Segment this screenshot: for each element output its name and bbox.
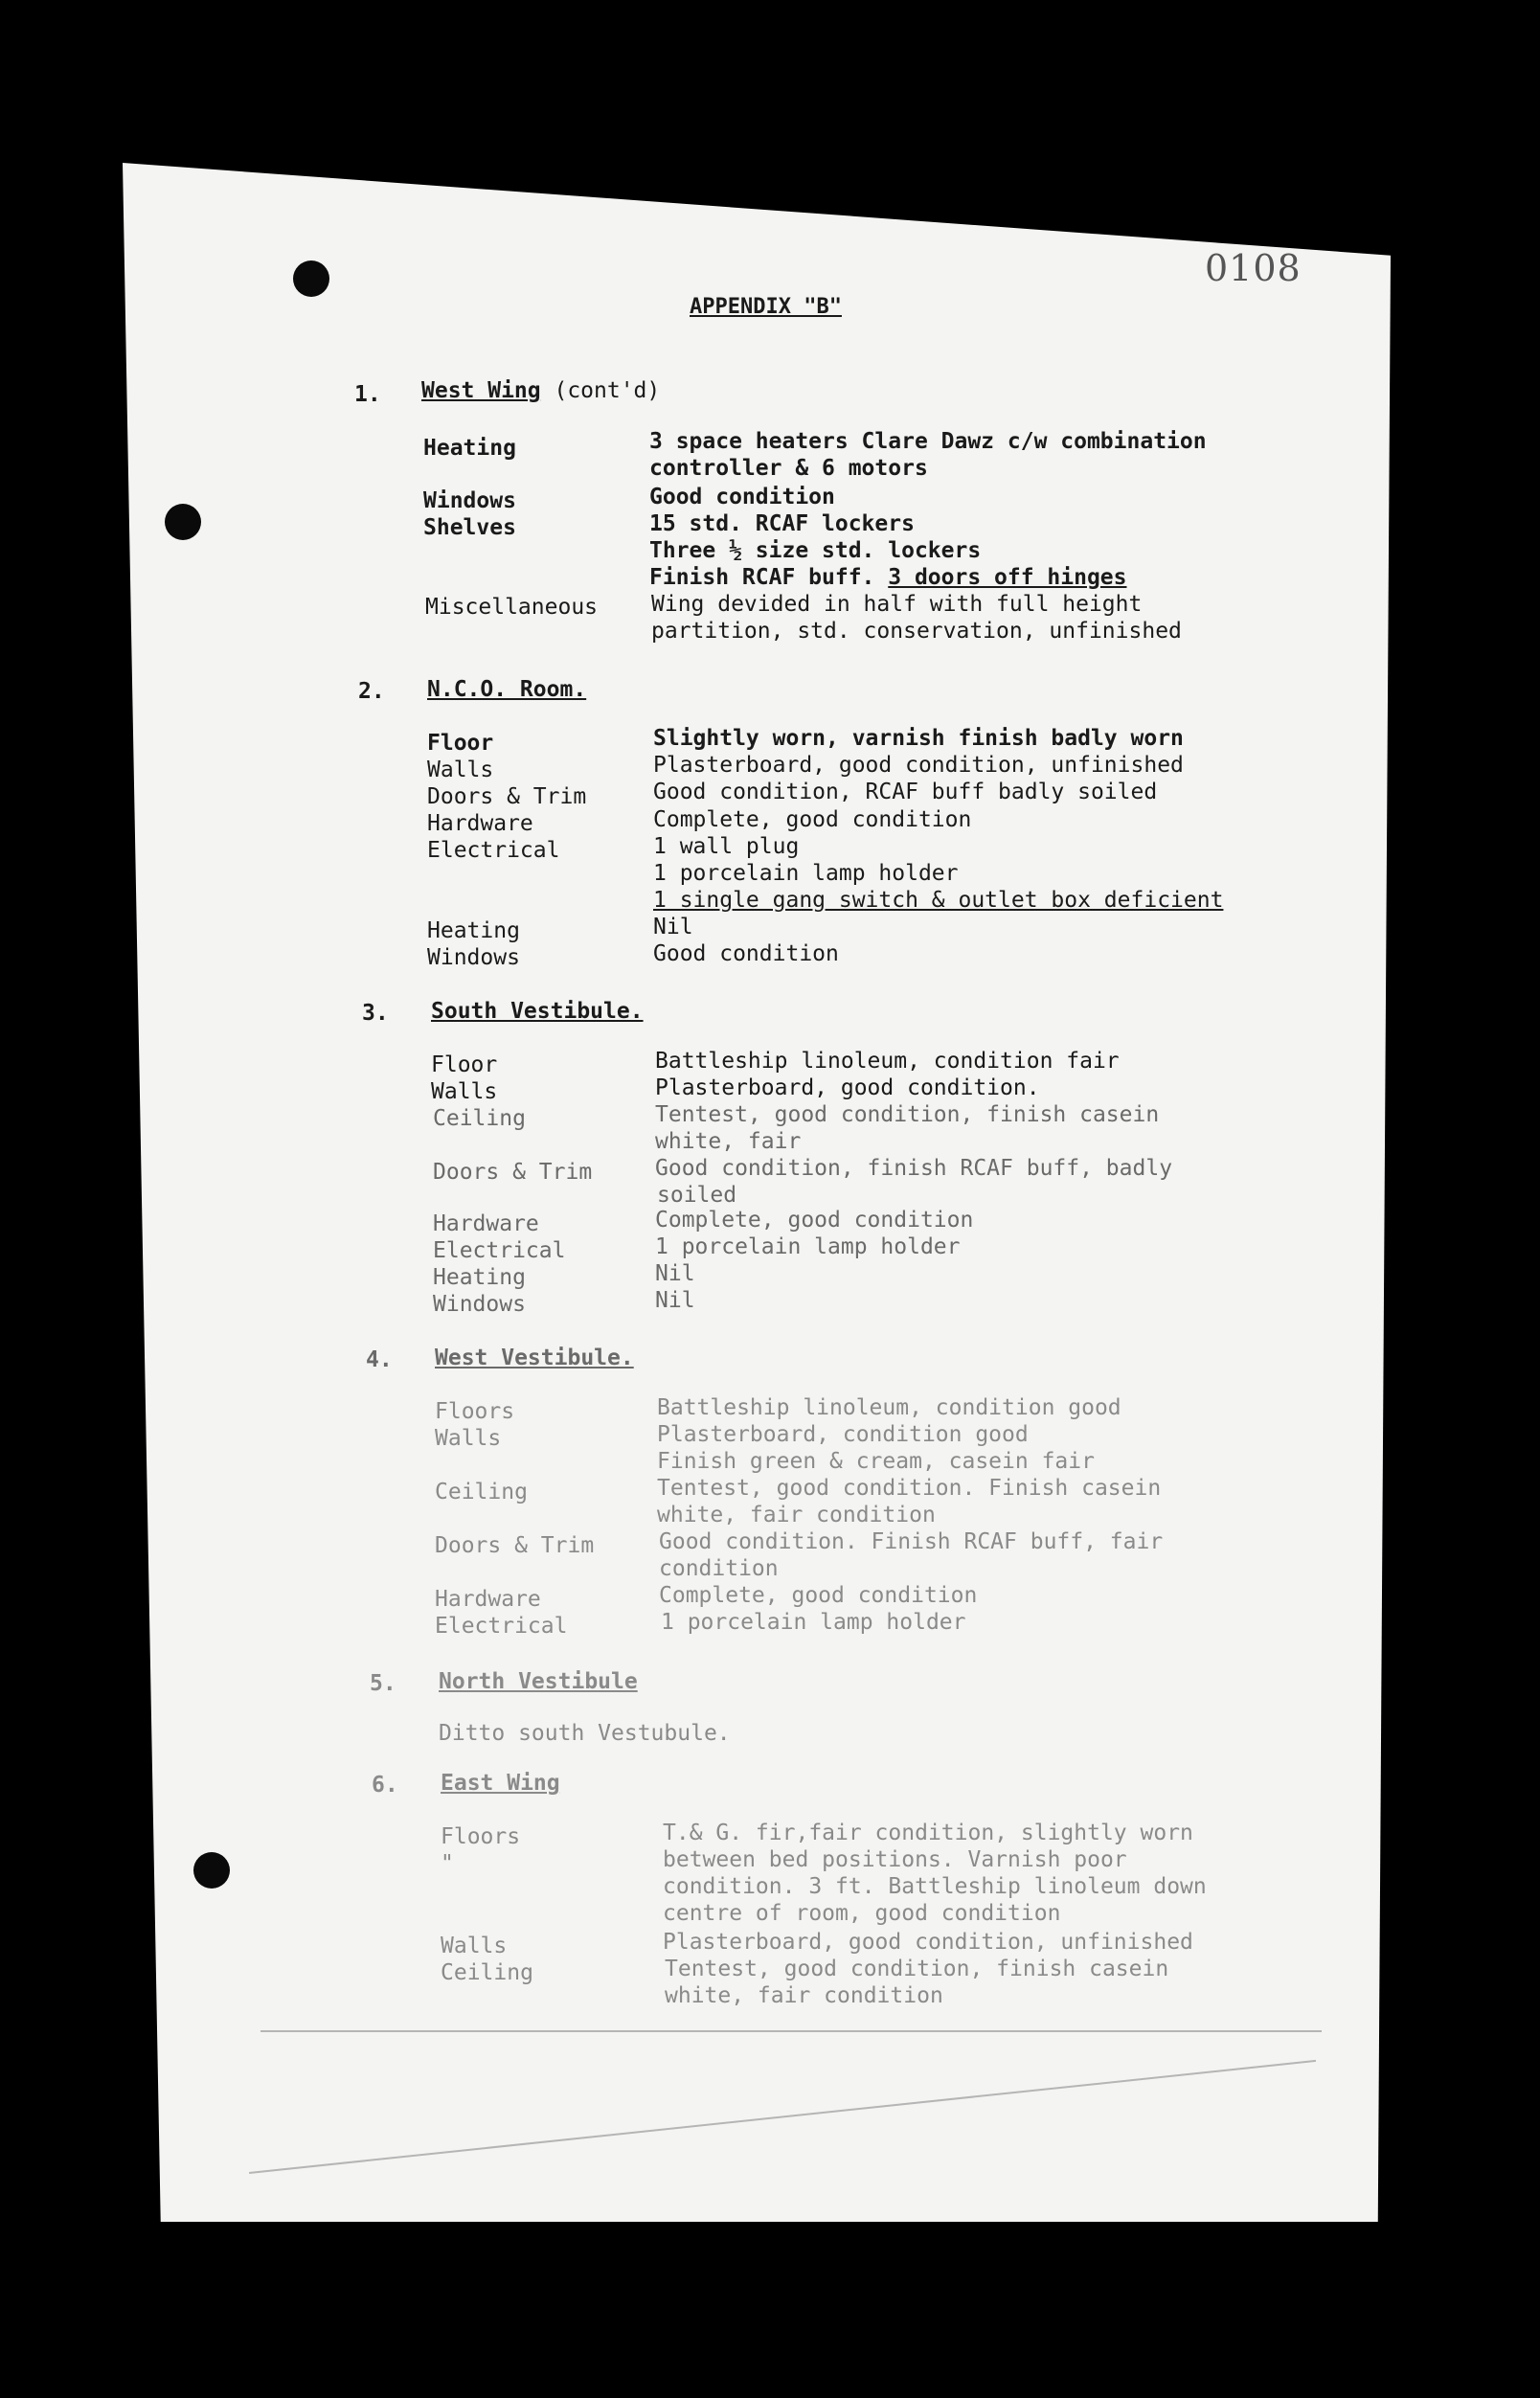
row-value: Finish green & cream, casein fair	[657, 1449, 1095, 1474]
section-text: Ditto south Vestubule.	[439, 1721, 731, 1746]
row-label: Heating	[427, 918, 520, 943]
row-label: Hardware	[427, 811, 533, 836]
row-value: white, fair condition	[665, 1983, 943, 2008]
row-value: Nil	[655, 1288, 695, 1313]
section-heading: North Vestibule	[439, 1669, 638, 1694]
row-value: condition	[659, 1556, 779, 1581]
row-label: Windows	[427, 945, 520, 970]
punch-hole	[293, 260, 329, 297]
row-value: 15 std. RCAF lockers	[649, 511, 915, 536]
row-label: Windows	[423, 488, 516, 513]
row-value: Good condition, RCAF buff badly soiled	[653, 780, 1158, 804]
row-value: Nil	[655, 1261, 695, 1286]
row-label: Electrical	[435, 1614, 568, 1639]
row-label: Miscellaneous	[425, 595, 599, 620]
row-value: T.& G. fir,fair condition, slightly worn	[663, 1821, 1193, 1845]
row-label: Floors	[435, 1399, 515, 1424]
row-value: Good condition, finish RCAF buff, badly	[655, 1156, 1173, 1181]
row-value: Three ½ size std. lockers	[649, 538, 982, 563]
section-number: 4.	[366, 1347, 393, 1372]
row-value: 1 porcelain lamp holder	[661, 1610, 966, 1635]
row-value: white, fair	[655, 1129, 802, 1154]
row-value: Good condition	[653, 941, 839, 966]
row-label: Windows	[433, 1292, 526, 1317]
row-label: Hardware	[435, 1587, 541, 1612]
appendix-title: APPENDIX "B"	[690, 295, 842, 319]
row-value: between bed positions. Varnish poor	[663, 1847, 1127, 1872]
row-value: 3 space heaters Clare Dawz c/w combination	[649, 429, 1207, 454]
row-value: Plasterboard, condition good	[657, 1422, 1029, 1447]
section-number: 2.	[358, 679, 385, 704]
row-value: 1 single gang switch & outlet box deficient	[653, 888, 1224, 913]
row-value: 1 wall plug	[653, 834, 800, 859]
row-label: Walls	[431, 1079, 498, 1104]
row-value: 1 porcelain lamp holder	[653, 861, 959, 886]
row-value: partition, std. conservation, unfinished	[651, 619, 1182, 644]
document-number: 0108	[1205, 247, 1302, 289]
row-value: Nil	[653, 915, 693, 939]
row-label: Doors & Trim	[435, 1533, 595, 1558]
row-label: Electrical	[433, 1238, 566, 1263]
row-value: Wing devided in half with full height	[651, 592, 1143, 617]
row-label: Floor	[427, 731, 494, 756]
row-value: 1 porcelain lamp holder	[655, 1234, 961, 1259]
row-label: Ceiling	[435, 1480, 528, 1504]
row-value: Complete, good condition	[659, 1583, 978, 1608]
row-label: Walls	[435, 1426, 502, 1451]
row-label: Doors & Trim	[433, 1160, 593, 1185]
row-label: Hardware	[433, 1211, 539, 1236]
section-heading: South Vestibule.	[431, 999, 644, 1024]
section-number: 5.	[370, 1671, 396, 1696]
section-heading: East Wing	[441, 1771, 560, 1796]
row-value: Complete, good condition	[655, 1208, 974, 1233]
row-label: Floor	[431, 1052, 498, 1077]
row-label: Electrical	[427, 838, 560, 863]
row-value: Tentest, good condition, finish casein	[655, 1102, 1160, 1127]
punch-hole	[193, 1852, 230, 1889]
row-value: white, fair condition	[657, 1503, 936, 1527]
row-value: Plasterboard, good condition, unfinished	[663, 1930, 1193, 1955]
row-value: condition. 3 ft. Battleship linoleum down	[663, 1874, 1207, 1899]
row-label: Heating	[423, 436, 516, 461]
row-value: Slightly worn, varnish finish badly worn	[653, 726, 1184, 751]
row-value: Battleship linoleum, condition fair	[655, 1049, 1120, 1074]
page-fold-line	[260, 2030, 1322, 2032]
row-value: centre of room, good condition	[663, 1901, 1061, 1926]
row-label: Walls	[441, 1934, 508, 1958]
row-label: Walls	[427, 758, 494, 782]
row-value: Complete, good condition	[653, 807, 972, 832]
punch-hole	[165, 504, 201, 540]
row-value: soiled	[657, 1183, 737, 1208]
section-number: 1.	[354, 382, 381, 407]
row-value: Good condition	[649, 485, 835, 509]
row-label: Doors & Trim	[427, 784, 587, 809]
row-label: Shelves	[423, 515, 516, 540]
row-value: Battleship linoleum, condition good	[657, 1395, 1121, 1420]
row-label: Heating	[433, 1265, 526, 1290]
section-heading: N.C.O. Room.	[427, 677, 587, 702]
row-value: Finish RCAF buff. 3 doors off hinges	[649, 565, 1127, 590]
row-value: Plasterboard, good condition.	[655, 1075, 1040, 1100]
row-label: "	[441, 1851, 454, 1876]
row-value: controller & 6 motors	[649, 456, 928, 481]
row-value: Plasterboard, good condition, unfinished	[653, 753, 1184, 778]
section-heading: West Wing (cont'd)	[421, 378, 661, 403]
section-heading: West Vestibule.	[435, 1346, 634, 1370]
row-label: Floors	[441, 1824, 521, 1849]
section-number: 3.	[362, 1001, 389, 1026]
row-label: Ceiling	[441, 1960, 533, 1985]
row-value: Good condition. Finish RCAF buff, fair	[659, 1529, 1164, 1554]
row-label: Ceiling	[433, 1106, 526, 1131]
row-value: Tentest, good condition. Finish casein	[657, 1476, 1162, 1501]
section-number: 6.	[372, 1773, 398, 1798]
row-value: Tentest, good condition, finish casein	[665, 1957, 1169, 1981]
